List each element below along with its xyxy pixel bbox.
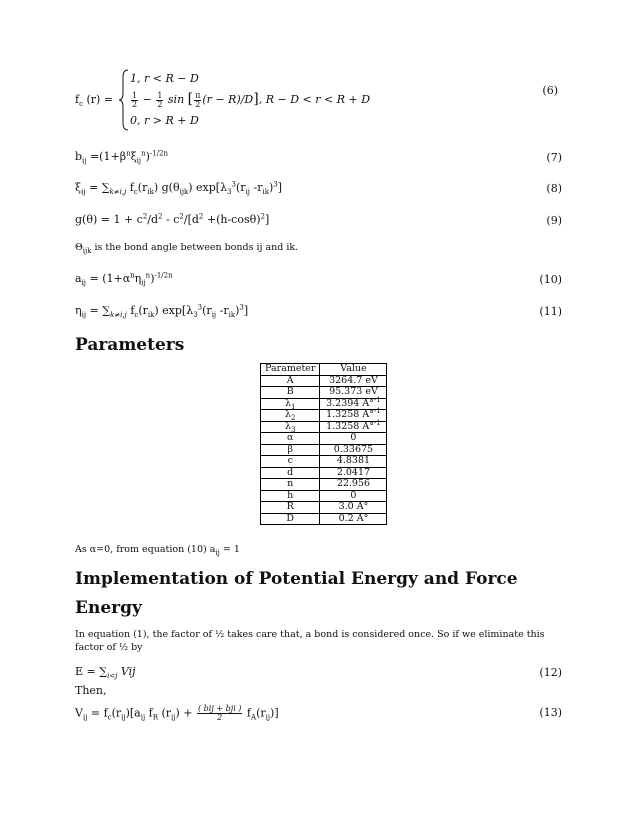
eq9: $g(\theta) = 1 + c^2/d^2 - c^2/[d^2 +(h-\cos\theta)^2]$ <box>75 212 270 226</box>
value-cell: 22.956 <box>320 479 387 491</box>
value-cell: 1.3258 A°$^{-1}$ <box>320 421 387 433</box>
header-value: Value <box>320 364 387 376</box>
parameter-cell: R <box>261 502 320 514</box>
table-row <box>261 433 387 445</box>
value-cell: 3264.7 eV <box>320 375 387 387</box>
parameter-cell: D <box>261 513 320 525</box>
parameter-cell: $\lambda_2$ <box>261 410 320 422</box>
eq9-number: (9) <box>546 214 562 227</box>
eq6-case3: 0, r > R + D <box>130 114 199 127</box>
parameter-cell: α <box>261 433 320 445</box>
value-cell: 3.0 A° <box>320 502 387 514</box>
eq8: $\xi_{ij} = \sum_{k\ne i,j}$ $f_c(r_{ik})$ $g(\theta_{ijk})$ $\exp[\lambda_3^3(r_{ij}$ $-r_{ik})^3$] <box>75 180 283 197</box>
value-cell: 95.373 eV <box>320 387 387 399</box>
eq10: $a_{ij} = (1+\alpha^n\eta_{ij}^n)^{-1/2n}$ <box>75 271 173 288</box>
parameter-cell: $\lambda_3$ <box>261 421 320 433</box>
eq6-lhs: $f_c$ (r) = <box>75 93 114 109</box>
implementation-heading: Implementation of Potential Energy and Force <box>75 569 518 589</box>
value-cell: 3.2394 A°$^{-1}$ <box>320 398 387 410</box>
parameter-cell: β <box>261 444 320 456</box>
parameter-cell: B <box>261 387 320 399</box>
energy-heading: Energy <box>75 598 142 618</box>
eq7: $b_{ij} =(1+\beta^n\xi_{ij}^n)^{-1/2n}$ <box>75 149 169 166</box>
eq7-number: (7) <box>546 151 562 164</box>
table-row <box>261 456 387 468</box>
eq8-number: (8) <box>546 182 562 195</box>
table-row <box>261 479 387 491</box>
value-cell: 0 <box>320 433 387 445</box>
parameters-heading: Parameters <box>75 335 185 355</box>
parameter-cell: d <box>261 467 320 479</box>
value-cell: 1.3258 A°$^{-1}$ <box>320 410 387 422</box>
energy-paragraph: In equation (1), the factor of ½ takes care that, a bond is considered once. So if we eliminate this factor of ½ by <box>75 629 545 653</box>
table-row <box>261 513 387 525</box>
value-cell: 0.2 A° <box>320 513 387 525</box>
table-row <box>261 444 387 456</box>
table-row <box>261 467 387 479</box>
eq11-number: (11) <box>539 305 562 318</box>
piecewise-brace <box>119 69 129 131</box>
parameter-cell: n <box>261 479 320 491</box>
eq12: $E = \sum_{i<j}$ Vij <box>75 665 136 681</box>
eq6-case1: 1, r < R − D <box>130 72 199 85</box>
parameters-table <box>260 363 387 525</box>
table-row <box>261 375 387 387</box>
header-parameter: Parameter <box>261 364 320 376</box>
table-row <box>261 421 387 433</box>
parameter-cell: c <box>261 456 320 468</box>
parameter-cell: $\lambda_1$ <box>261 398 320 410</box>
theta-note: $\Theta_{ijk}$ is the bond angle between bonds ij and ik. <box>75 242 299 255</box>
then-text: Then, <box>75 684 107 697</box>
eq12-number: (12) <box>539 666 562 679</box>
value-cell: 0.33675 <box>320 444 387 456</box>
table-row <box>261 387 387 399</box>
eq6-case2: $\frac{1}{2}$ − $\frac{1}{2}$ sin [ $\frac{\pi}{2}$ (r − R)/D], R − D < r < R + D <box>132 90 371 109</box>
eq10-number: (10) <box>539 273 562 286</box>
value-cell: 2.0417 <box>320 467 387 479</box>
parameter-cell: A <box>261 375 320 387</box>
eq13-number: (13) <box>539 706 562 719</box>
eq13: $V_{ij} = f_c(r_{ij})[a_{ij}$ $f_R$ $(r_{ij})$ + $\frac{\text{( bij + bji )}}{2}$ $f_A(r_{ij})$] <box>75 704 279 722</box>
parameter-cell: h <box>261 490 320 502</box>
table-header-row <box>261 364 387 376</box>
table-row <box>261 398 387 410</box>
value-cell: 4.8381 <box>320 456 387 468</box>
eq6-number: (6) <box>542 84 558 97</box>
table-row <box>261 410 387 422</box>
table-row <box>261 490 387 502</box>
alpha-note: As α=0, from equation (10) $a_{ij} = 1$ <box>75 544 240 557</box>
eq11: $\eta_{ij} = \sum_{k\ne i,j}$ $f_c(r_{ik})$ $\exp[\lambda_3^3(r_{ij}$ $-r_{ik})^3$] <box>75 303 249 320</box>
table-row <box>261 502 387 514</box>
value-cell: 0 <box>320 490 387 502</box>
